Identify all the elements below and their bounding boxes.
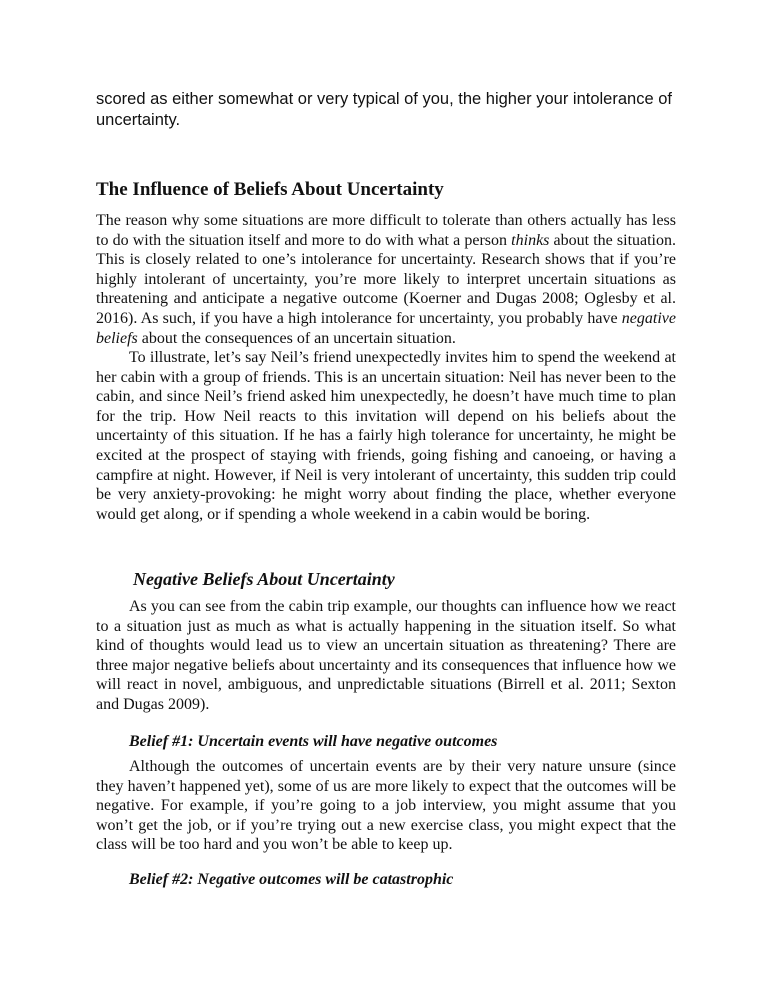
section-heading: The Influence of Beliefs About Uncertainty xyxy=(96,179,444,200)
belief-2-heading: Belief #2: Negative outcomes will be catastrophic xyxy=(129,871,454,888)
subsection-paragraph-1: As you can see from the cabin trip example, our thoughts can influence how we react to a situation just as much as what is actually happening in the situation itself. So what kind of thoughts would lead us to view an uncertain situation as threatening? There are three major negative beliefs about uncertainty and its consequences that influence how we will react in novel, ambiguous, and unpredictable situations (Birrell et al. 2011; Sexton and Dugas 2009). xyxy=(96,598,676,713)
emphasis-negative-beliefs: negative beliefs xyxy=(96,309,676,347)
intro-paragraph: scored as either somewhat or very typical of you, the higher your intolerance of uncertainty. xyxy=(96,90,672,129)
section-paragraph-2: To illustrate, let’s say Neil’s friend unexpectedly invites him to spend the weekend at her cabin with a group of friends. This is an uncertain situation: Neil has never been to the cabin, and since Neil’s friend asked him unexpectedly, he doesn’t have much time to plan for the trip. How Neil reacts to this invitation will depend on his beliefs about the uncertainty of this situation. If he has a fairly high tolerance for uncertainty, he might be excited at the prospect of staying with friends, going fishing and canoeing, or having a campfire at night. However, if Neil is very intolerant of uncertainty, this sudden trip could be very anxiety-provoking: he might worry about finding the place, whether everyone would get along, or if spending a whole weekend in a cabin would be boring. xyxy=(96,349,676,523)
paragraph-text: The reason why some situations are more difficult to tolerate than others actually has less to do with the situation itself and more to do with what a person xyxy=(96,212,676,249)
paragraph-text: about the consequences of an uncertain situation. xyxy=(137,329,456,347)
paragraph-text: about the situation. This is closely related to one’s intolerance for uncertainty. Research shows that if you’re highly intolerant of uncertainty, you’re more likely to interpret uncertain situations as threatening and anticipate a negative outcome (Koerner and Dugas 2008; Oglesby et al. 2016). As such, if you have a high intolerance for uncertainty, you probably have xyxy=(96,231,677,327)
belief-1-heading: Belief #1: Uncertain events will have negative outcomes xyxy=(129,733,498,750)
emphasis-thinks: thinks xyxy=(511,231,550,249)
subsection-heading: Negative Beliefs About Uncertainty xyxy=(133,569,395,589)
belief-1-paragraph: Although the outcomes of uncertain events are by their very nature unsure (since they haven’t happened yet), some of us are more likely to expect that the outcomes will be negative. For example, if you’re going to a job interview, you might assume that you won’t get the job, or if you’re trying out a new exercise class, you might expect that the class will be too hard and you won’t be able to keep up. xyxy=(96,758,676,854)
section-paragraph-1 xyxy=(96,211,676,348)
